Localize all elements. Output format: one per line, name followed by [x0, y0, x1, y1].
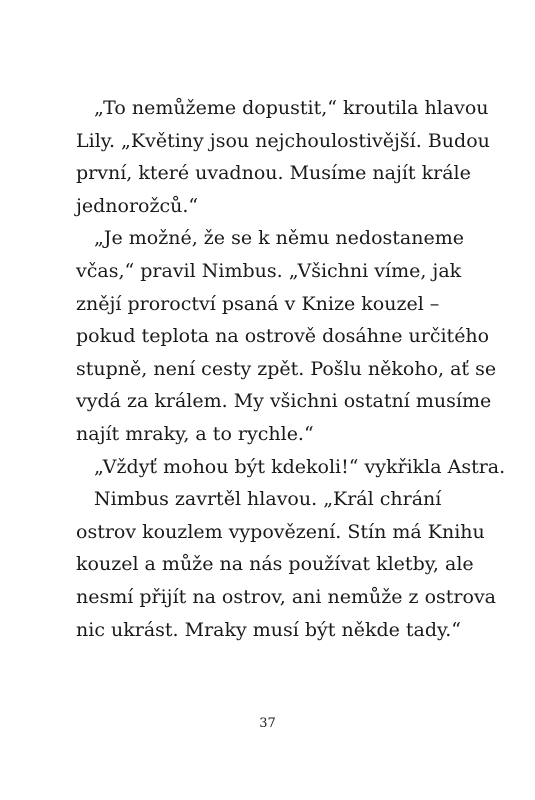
text-line: stupně, není cesty zpět. Pošlu někoho, ať se [76, 357, 497, 380]
text-line: včas,“ pravil Nimbus. „Všichni víme, jak [76, 259, 462, 282]
text-line: znějí proroctví psaná v Knize kouzel – [76, 292, 440, 315]
text-line: „To nemůžeme dopustit,“ kroutila hlavou [94, 97, 489, 119]
text-line: první, které uvadnou. Musíme najít krále [76, 162, 471, 185]
text-line: ostrov kouzlem vypovězení. Stín má Knihu [76, 520, 485, 543]
text-line: pokud teplota na ostrově dosáhne určitého [76, 325, 490, 348]
body-text [76, 92, 506, 646]
text-line: „Vždyť mohou být kdekoli!“ vykřikla Astra. [94, 455, 506, 478]
text-line: jednorožců.“ [76, 194, 199, 217]
text-line: nic ukrást. Mraky musí být někde tady.“ [76, 618, 461, 641]
page-number: 37 [259, 716, 276, 731]
text-line: nesmí přijít na ostrov, ani nemůže z ostrova [76, 585, 497, 608]
text-line: Nimbus zavrtěl hlavou. „Král chrání [94, 488, 442, 511]
text-line: kouzel a může na nás používat kletby, ale [76, 553, 474, 576]
text-line: vydá za králem. My všichni ostatní musíme [76, 390, 492, 413]
text-line: „Je možné, že se k němu nedostaneme [94, 227, 464, 250]
text-line: Lily. „Květiny jsou nejchoulostivější. Budou [76, 129, 490, 152]
text-line: najít mraky, a to rychle.“ [76, 422, 314, 445]
